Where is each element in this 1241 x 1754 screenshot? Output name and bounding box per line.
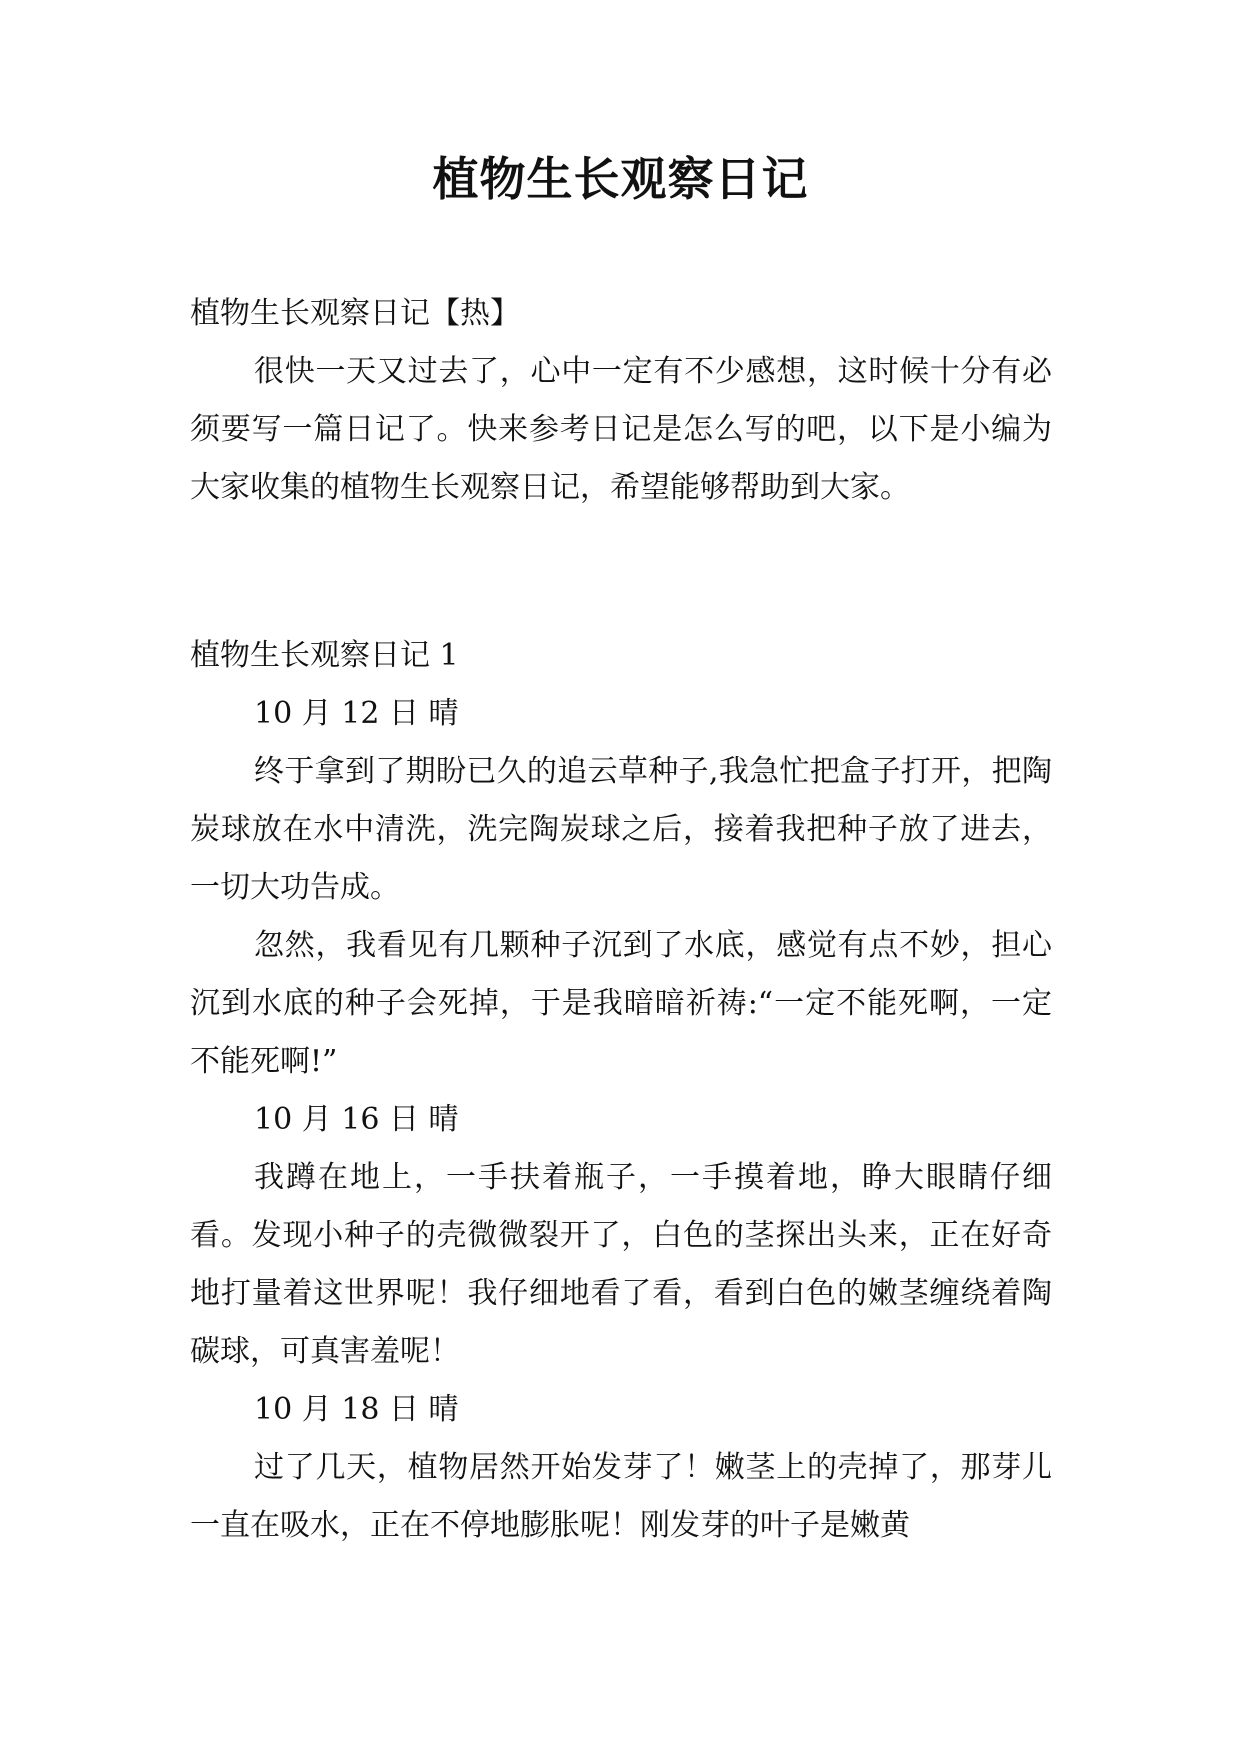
section-spacer [190,517,1052,627]
subtitle: 植物生长观察日记【热】 [190,296,520,331]
entry-paragraph: 我蹲在地上，一手扶着瓶子，一手摸着地，睁大眼睛仔细看。发现小种子的壳微微裂开了，白色的茎探出头来，正在好奇地打量着这世界呢！我仔细地看了看，看到白色的嫩茎缠绕着陶碳球，可真害羞呢！ [190,1160,1052,1369]
entry-paragraph: 过了几天，植物居然开始发芽了！嫩茎上的壳掉了，那芽儿一直在吸水，正在不停地膨胀呢！刚发芽的叶子是嫩黄 [190,1450,1052,1543]
document-title: 植物生长观察日记 [432,152,809,206]
intro-paragraph: 很快一天又过去了，心中一定有不少感想，这时候十分有必须要写一篇日记了。快来参考日记是怎么写的吧，以下是小编为大家收集的植物生长观察日记，希望能够帮助到大家。 [190,354,1052,505]
section-heading: 植物生长观察日记 1 [190,638,459,673]
entry-paragraph: 终于拿到了期盼已久的追云草种子,我急忙把盒子打开，把陶炭球放在水中清洗，洗完陶炭球之后，接着我把种子放了进去，一切大功告成。 [190,754,1052,905]
entry-paragraph: 忽然，我看见有几颗种子沉到了水底，感觉有点不妙，担心沉到水底的种子会死掉，于是我暗暗祈祷:“一定不能死啊，一定不能死啊!” [190,928,1052,1079]
entry-date: 10 月 16 日 晴 [254,1102,459,1137]
document-body [190,285,1052,1555]
entry-date: 10 月 12 日 晴 [254,696,459,731]
entry-date: 10 月 18 日 晴 [254,1392,459,1427]
